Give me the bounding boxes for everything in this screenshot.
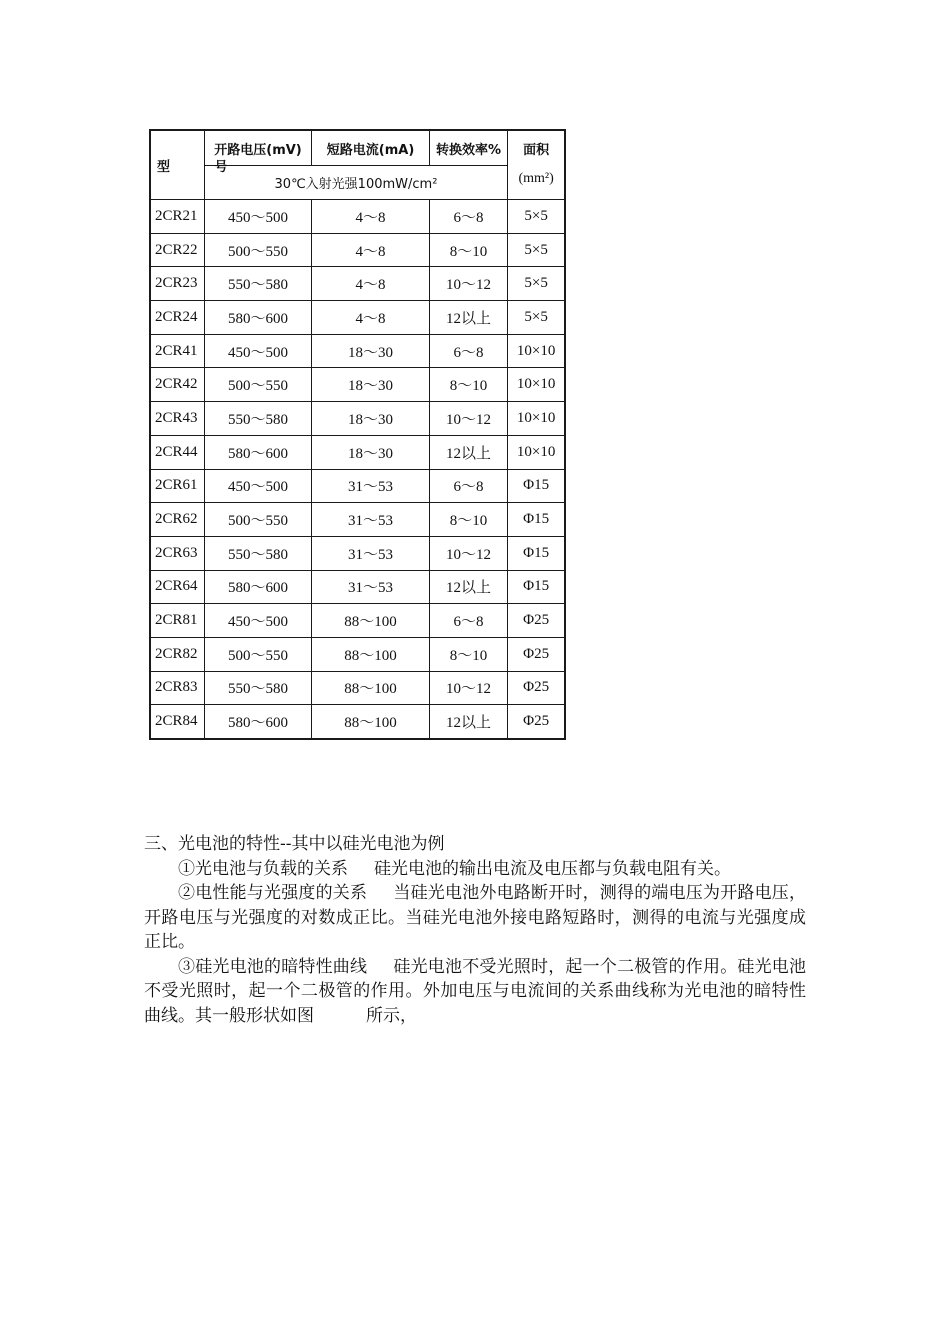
cell-area: Φ15 — [508, 469, 565, 503]
section-title: 三、光电池的特性--其中以硅光电池为例 — [144, 834, 445, 854]
cell-model: 2CR24 — [150, 301, 204, 335]
table-body — [150, 200, 565, 740]
cell-eff: 10～12 — [429, 671, 507, 705]
header-area-unit: (mm²) — [518, 171, 554, 186]
cell-isc: 4～8 — [312, 200, 430, 234]
cell-model: 2CR41 — [150, 334, 204, 368]
cell-model: 2CR22 — [150, 233, 204, 267]
cell-eff: 8～10 — [429, 503, 507, 537]
cell-eff: 6～8 — [429, 604, 507, 638]
cell-isc: 88～100 — [312, 671, 430, 705]
cell-isc: 4～8 — [312, 233, 430, 267]
cell-voc: 550～580 — [204, 267, 312, 301]
header-voc: 开路电压(mV) — [204, 130, 312, 166]
table-row — [150, 402, 565, 436]
cell-area: 5×5 — [508, 267, 565, 301]
cell-model: 2CR64 — [150, 570, 204, 604]
cell-model: 2CR42 — [150, 368, 204, 402]
cell-eff: 8～10 — [429, 233, 507, 267]
cell-eff: 12以上 — [429, 705, 507, 739]
cell-eff: 10～12 — [429, 536, 507, 570]
cell-model: 2CR21 — [150, 200, 204, 234]
cell-area: 5×5 — [508, 301, 565, 335]
cell-isc: 18～30 — [312, 435, 430, 469]
table-row — [150, 469, 565, 503]
table-row — [150, 267, 565, 301]
cell-eff: 12以上 — [429, 570, 507, 604]
cell-eff: 8～10 — [429, 368, 507, 402]
cell-isc: 88～100 — [312, 637, 430, 671]
cell-voc: 500～550 — [204, 637, 312, 671]
paragraph-3-title: ③硅光电池的暗特性曲线 — [178, 956, 368, 977]
cell-area: 10×10 — [508, 334, 565, 368]
cell-area: Φ25 — [508, 705, 565, 739]
cell-isc: 88～100 — [312, 604, 430, 638]
header-area — [508, 130, 565, 200]
cell-isc: 88～100 — [312, 705, 430, 739]
cell-eff: 10～12 — [429, 402, 507, 436]
paragraph-2-title: ②电性能与光强度的关系 — [178, 883, 368, 903]
table-row — [150, 671, 565, 705]
cell-isc: 18～30 — [312, 402, 430, 436]
cell-isc: 31～53 — [312, 570, 430, 604]
cell-voc: 580～600 — [204, 435, 312, 469]
table-row — [150, 301, 565, 335]
cell-eff: 10～12 — [429, 267, 507, 301]
cell-voc: 450～500 — [204, 200, 312, 234]
cell-isc: 18～30 — [312, 334, 430, 368]
cell-area: Φ15 — [508, 536, 565, 570]
cell-area: Φ15 — [508, 570, 565, 604]
header-model: 型 号 — [150, 130, 204, 200]
spec-table — [149, 129, 566, 740]
cell-eff: 12以上 — [429, 301, 507, 335]
cell-model: 2CR43 — [150, 402, 204, 436]
cell-voc: 450～500 — [204, 469, 312, 503]
cell-area: 10×10 — [508, 368, 565, 402]
table-row — [150, 200, 565, 234]
cell-isc: 18～30 — [312, 368, 430, 402]
cell-area: Φ15 — [508, 503, 565, 537]
cell-voc: 580～600 — [204, 570, 312, 604]
cell-model: 2CR63 — [150, 536, 204, 570]
cell-voc: 550～580 — [204, 536, 312, 570]
table-row — [150, 604, 565, 638]
paragraph-2-body: 当硅光电池外电路断开时，测得的端电压为开路电压，开路电压与光强度的对数成正比。当硅光电池外接电路短路时，测得的电流与光强度成正比。 — [144, 883, 807, 952]
cell-area: Φ25 — [508, 671, 565, 705]
paragraph-3 — [144, 955, 806, 1029]
cell-isc: 4～8 — [312, 267, 430, 301]
table-row — [150, 705, 565, 739]
cell-voc: 500～550 — [204, 368, 312, 402]
cell-voc: 450～500 — [204, 334, 312, 368]
header-area-label: 面积 — [523, 143, 550, 158]
cell-area: 5×5 — [508, 233, 565, 267]
header-condition: 30℃入射光强100mW/cm² — [204, 166, 507, 200]
cell-model: 2CR23 — [150, 267, 204, 301]
table-row — [150, 334, 565, 368]
cell-voc: 580～600 — [204, 705, 312, 739]
cell-eff: 6～8 — [429, 469, 507, 503]
cell-model: 2CR62 — [150, 503, 204, 537]
cell-eff: 12以上 — [429, 435, 507, 469]
table-row — [150, 233, 565, 267]
paragraph-1 — [144, 857, 806, 882]
cell-model: 2CR83 — [150, 671, 204, 705]
table-row — [150, 503, 565, 537]
cell-area: 10×10 — [508, 402, 565, 436]
cell-voc: 550～580 — [204, 671, 312, 705]
cell-eff: 6～8 — [429, 200, 507, 234]
paragraph-1-body: 硅光电池的输出电流及电压都与负载电阻有关。 — [374, 858, 731, 879]
cell-model: 2CR82 — [150, 637, 204, 671]
cell-eff: 6～8 — [429, 334, 507, 368]
cell-isc: 31～53 — [312, 503, 430, 537]
cell-model: 2CR44 — [150, 435, 204, 469]
paragraph-3-body: 硅光电池不受光照时，起一个二极管的作用。硅光电池不受光照时，起一个二极管的作用。外加电压与电流间的关系曲线称为光电池的暗特性曲线。其一般形状如图 — [144, 956, 807, 1026]
cell-area: 10×10 — [508, 435, 565, 469]
table-row — [150, 435, 565, 469]
cell-voc: 580～600 — [204, 301, 312, 335]
cell-area: Φ25 — [508, 637, 565, 671]
cell-model: 2CR84 — [150, 705, 204, 739]
cell-model: 2CR61 — [150, 469, 204, 503]
cell-isc: 4～8 — [312, 301, 430, 335]
cell-area: Φ25 — [508, 604, 565, 638]
text-block — [144, 832, 806, 1028]
cell-voc: 550～580 — [204, 402, 312, 436]
header-efficiency: 转换效率% — [429, 130, 507, 166]
cell-voc: 500～550 — [204, 233, 312, 267]
cell-model: 2CR81 — [150, 604, 204, 638]
cell-eff: 8～10 — [429, 637, 507, 671]
paragraph-2 — [144, 881, 806, 955]
cell-isc: 31～53 — [312, 469, 430, 503]
paragraph-3-tail: 所示， — [366, 1005, 417, 1026]
cell-isc: 31～53 — [312, 536, 430, 570]
table-row — [150, 368, 565, 402]
table-row — [150, 536, 565, 570]
header-isc: 短路电流(mA) — [312, 130, 430, 166]
table-row — [150, 570, 565, 604]
table-row — [150, 637, 565, 671]
cell-area: 5×5 — [508, 200, 565, 234]
cell-voc: 450～500 — [204, 604, 312, 638]
paragraph-1-title: ①光电池与负载的关系 — [178, 858, 348, 879]
cell-voc: 500～550 — [204, 503, 312, 537]
